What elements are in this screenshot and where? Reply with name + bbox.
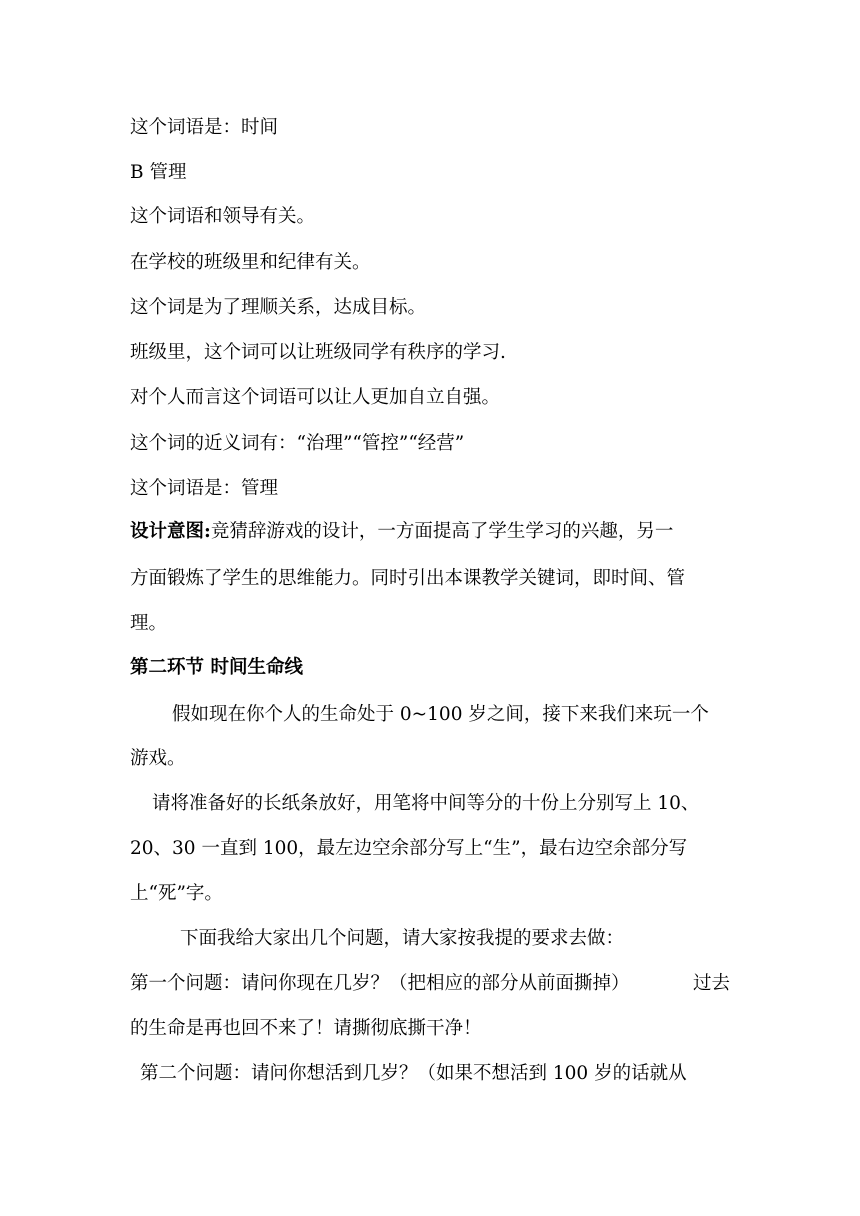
paragraph-1-line-1: 假如现在你个人的生命处于 0~100 岁之间，接下来我们来玩一个 [172, 704, 709, 725]
paragraph-2-line-2: 20、30 一直到 100，最左边空余部分写上“生”，最右边空余部分写 [130, 838, 688, 859]
design-intent-line-2: 方面锻炼了学生的思维能力。同时引出本课教学关键词，即时间、管 [130, 568, 686, 589]
clue-line-5: 对个人而言这个词语可以让人更加自立自强。 [130, 387, 501, 408]
line-time-answer: 这个词语是：时间 [130, 117, 279, 138]
design-intent-text-1: 竞猜辞游戏的设计，一方面提高了学生学习的兴趣，另一 [210, 521, 674, 542]
clue-line-1: 这个词语和领导有关。 [130, 206, 316, 227]
clue-line-2: 在学校的班级里和纪律有关。 [130, 252, 371, 273]
option-b-heading: B 管理 [130, 162, 187, 183]
question-1-text: 第一个问题：请问你现在几岁？（把相应的部分从前面撕掉） [130, 973, 630, 994]
clue-line-3: 这个词是为了理顺关系，达成目标。 [130, 297, 427, 318]
question-1-tail: 过去 [692, 973, 730, 994]
paragraph-1-line-2: 游戏。 [130, 748, 186, 769]
section-heading: 第二环节 时间生命线 [130, 657, 303, 678]
design-intent-line-1 [130, 520, 673, 544]
paragraph-2-line-3: 上“死”字。 [130, 883, 223, 904]
design-intent-label: 设计意图: [130, 521, 211, 542]
question-1-line-2: 的生命是再也回不来了！请撕彻底撕干净！ [130, 1018, 482, 1039]
question-2-line-1: 第二个问题：请问你想活到几岁？（如果不想活到 100 岁的话就从 [140, 1063, 687, 1084]
design-intent-line-3: 理。 [130, 613, 168, 634]
clue-line-synonyms: 这个词的近义词有：“治理”“管控”“经营” [130, 433, 465, 454]
line-management-answer: 这个词语是：管理 [130, 478, 279, 499]
paragraph-3: 下面我给大家出几个问题，请大家按我提的要求去做： [180, 928, 625, 949]
paragraph-2-line-1: 请将准备好的长纸条放好，用笔将中间等分的十份上分别写上 10、 [152, 793, 700, 814]
clue-line-4: 班级里，这个词可以让班级同学有秩序的学习. [130, 342, 506, 363]
question-1-line-1 [130, 972, 730, 996]
